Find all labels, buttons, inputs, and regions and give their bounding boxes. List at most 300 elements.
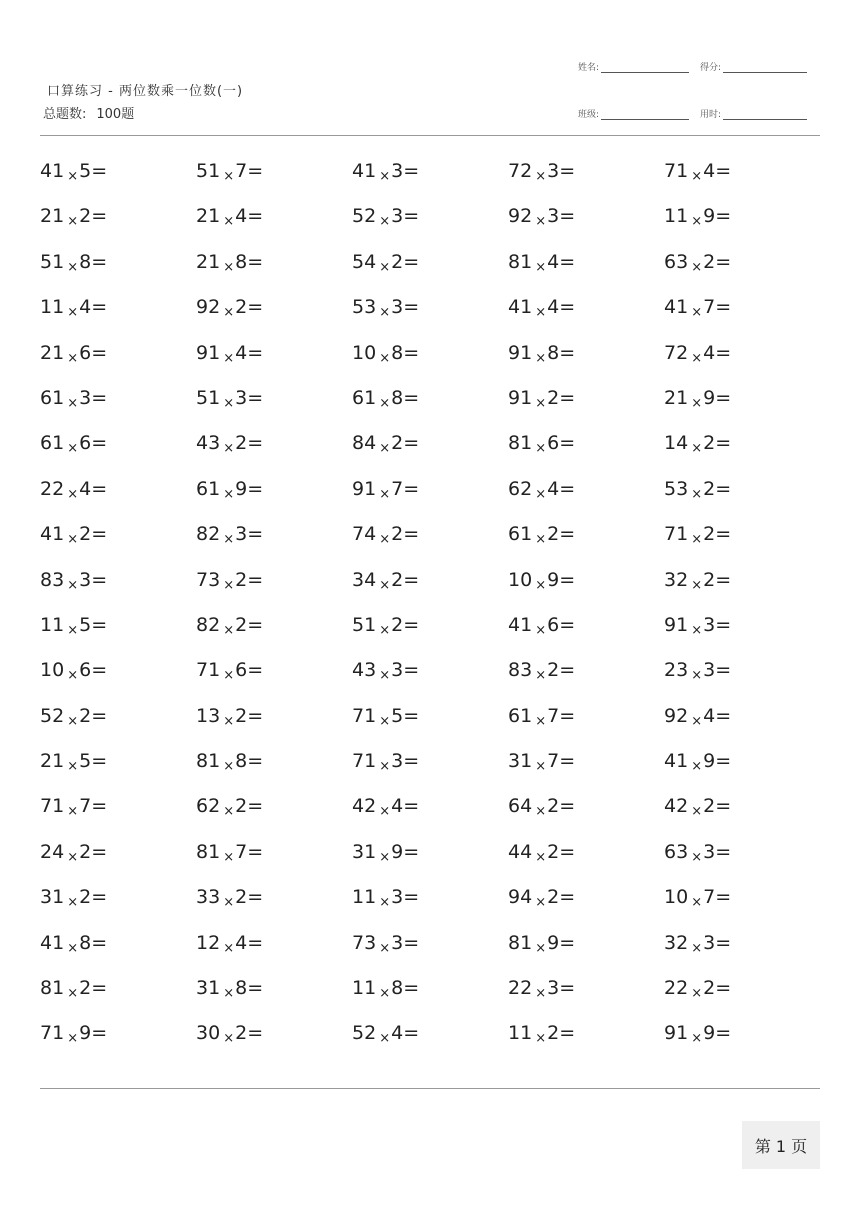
problem-item (508, 750, 576, 775)
multiplier: 3 (703, 931, 716, 954)
multiplier: 2 (703, 250, 716, 273)
times-sign: × (535, 486, 547, 502)
problem-item (40, 1022, 108, 1047)
times-sign: × (379, 214, 391, 230)
times-sign: × (535, 259, 547, 275)
times-sign: × (67, 804, 79, 820)
class-field (578, 107, 689, 120)
equals-sign: = (559, 341, 576, 364)
equals-sign: = (715, 477, 732, 500)
multiplicand: 61 (196, 477, 221, 500)
problem-item (352, 205, 420, 230)
times-sign: × (379, 486, 391, 502)
problem-item (664, 614, 731, 636)
multiplier: 3 (703, 659, 716, 682)
multiplier: 3 (391, 750, 404, 773)
problem-item (664, 977, 732, 1002)
times-sign: × (379, 622, 391, 638)
times-sign: × (67, 1031, 79, 1047)
multiplier: 4 (79, 477, 92, 500)
problem-item (40, 251, 107, 273)
times-sign: × (691, 577, 703, 593)
times-sign: × (67, 169, 79, 184)
times-sign: × (67, 259, 79, 275)
times-sign: × (379, 1031, 391, 1047)
problem-item (40, 932, 107, 954)
multiplicand: 42 (352, 795, 377, 818)
multiplicand: 61 (40, 386, 65, 409)
problem-item (664, 523, 732, 548)
multiplier: 8 (235, 977, 248, 1000)
times-sign: × (223, 577, 235, 593)
multiplicand: 52 (352, 205, 377, 228)
multiplier: 4 (79, 296, 92, 319)
times-sign: × (691, 849, 703, 865)
times-sign: × (379, 895, 391, 911)
equals-sign: = (559, 704, 576, 727)
multiplier: 4 (547, 477, 560, 500)
problem-item (196, 569, 263, 591)
times-sign: × (223, 804, 235, 820)
times-sign: × (67, 940, 79, 956)
times-sign: × (691, 940, 703, 956)
equals-sign: = (247, 613, 264, 636)
equals-sign: = (715, 840, 732, 863)
problem-item (508, 296, 576, 321)
times-sign: × (223, 350, 235, 366)
equals-sign: = (715, 341, 732, 364)
problem-item (196, 1022, 264, 1047)
multiplier: 3 (547, 160, 560, 182)
equals-sign: = (247, 840, 264, 863)
equals-sign: = (247, 386, 264, 409)
times-sign: × (535, 305, 547, 321)
equals-sign: = (403, 659, 420, 682)
multiplicand: 81 (508, 432, 533, 455)
multiplicand: 82 (196, 613, 221, 636)
equals-sign: = (559, 795, 576, 818)
times-sign: × (67, 849, 79, 865)
multiplicand: 43 (352, 659, 377, 682)
problem-item (508, 795, 576, 820)
multiplier: 3 (235, 386, 248, 409)
times-sign: × (691, 759, 703, 775)
equals-sign: = (403, 613, 420, 636)
multiplier: 7 (79, 795, 92, 818)
equals-sign: = (403, 386, 420, 409)
equals-sign: = (91, 659, 108, 682)
multiplicand: 51 (352, 613, 377, 636)
multiplier: 2 (235, 296, 248, 319)
equals-sign: = (715, 886, 732, 909)
multiplier: 7 (235, 840, 248, 863)
multiplicand: 14 (664, 432, 689, 455)
problem-row (40, 750, 820, 795)
equals-sign: = (559, 659, 576, 682)
problem-item (508, 205, 576, 230)
problem-item (664, 886, 732, 911)
multiplicand: 84 (352, 432, 377, 455)
equals-sign: = (403, 205, 420, 228)
equals-sign: = (91, 613, 108, 636)
problem-item (196, 614, 263, 636)
multiplicand: 83 (508, 659, 533, 682)
times-sign: × (691, 350, 703, 366)
multiplier: 2 (235, 1022, 248, 1045)
multiplicand: 81 (508, 250, 533, 273)
times-sign: × (223, 986, 235, 1002)
multiplier: 8 (391, 977, 404, 1000)
multiplier: 2 (79, 886, 92, 909)
times-sign: × (223, 305, 235, 321)
multiplicand: 54 (352, 250, 377, 273)
multiplier: 7 (391, 477, 404, 500)
problem-item (196, 387, 263, 409)
multiplier: 4 (391, 1022, 404, 1045)
times-sign: × (691, 532, 703, 548)
multiplier: 4 (391, 795, 404, 818)
multiplicand: 61 (508, 523, 533, 546)
equals-sign: = (91, 568, 108, 591)
multiplier: 4 (547, 250, 560, 273)
problem-item (352, 750, 420, 775)
multiplicand: 11 (40, 613, 65, 636)
multiplicand: 22 (40, 477, 65, 500)
equals-sign: = (715, 795, 732, 818)
equals-sign: = (403, 296, 420, 319)
equals-sign: = (247, 341, 264, 364)
problem-row (40, 387, 820, 432)
multiplier: 3 (79, 568, 92, 591)
problem-grid (40, 160, 820, 1068)
times-sign: × (691, 622, 703, 638)
problem-item (196, 886, 264, 911)
multiplicand: 52 (40, 704, 65, 727)
equals-sign: = (91, 886, 108, 909)
times-sign: × (67, 486, 79, 502)
problem-item (664, 296, 732, 321)
problem-item (508, 387, 575, 409)
equals-sign: = (715, 523, 732, 546)
multiplicand: 31 (40, 886, 65, 909)
multiplicand: 11 (40, 296, 65, 319)
problem-item (352, 886, 420, 911)
multiplicand: 10 (664, 886, 689, 909)
multiplicand: 41 (40, 931, 65, 954)
multiplicand: 72 (664, 341, 689, 364)
problem-item (196, 296, 264, 321)
multiplier: 2 (79, 704, 92, 727)
equals-sign: = (715, 160, 732, 182)
problem-item (664, 160, 731, 182)
problem-row (40, 614, 820, 659)
multiplicand: 21 (40, 205, 65, 228)
equals-sign: = (403, 432, 420, 455)
score-field (700, 60, 807, 73)
multiplicand: 33 (196, 886, 221, 909)
times-sign: × (691, 305, 703, 321)
multiplier: 2 (235, 886, 248, 909)
multiplicand: 81 (40, 977, 65, 1000)
times-sign: × (379, 804, 391, 820)
multiplier: 3 (391, 160, 404, 182)
multiplier: 4 (235, 341, 248, 364)
multiplicand: 10 (352, 341, 377, 364)
equals-sign: = (247, 795, 264, 818)
times-sign: × (379, 395, 391, 411)
times-sign: × (535, 986, 547, 1002)
multiplier: 8 (391, 386, 404, 409)
equals-sign: = (247, 523, 264, 546)
multiplier: 2 (391, 568, 404, 591)
times-sign: × (223, 668, 235, 684)
multiplier: 2 (547, 386, 560, 409)
multiplicand: 83 (40, 568, 65, 591)
multiplier: 5 (391, 704, 404, 727)
times-sign: × (379, 259, 391, 275)
problem-item (664, 750, 732, 775)
times-sign: × (379, 169, 391, 184)
equals-sign: = (91, 432, 108, 455)
problem-item (40, 569, 107, 591)
problem-item (196, 659, 264, 684)
class-blank (601, 109, 689, 120)
equals-sign: = (247, 659, 264, 682)
problem-item (40, 478, 107, 500)
multiplicand: 24 (40, 840, 65, 863)
problem-item (352, 705, 419, 727)
class-label: 班级: (578, 110, 600, 120)
times-sign: × (691, 804, 703, 820)
equals-sign: = (403, 250, 420, 273)
equals-sign: = (247, 977, 264, 1000)
multiplicand: 22 (664, 977, 689, 1000)
time-blank (723, 109, 807, 120)
times-sign: × (223, 441, 235, 457)
problem-item (508, 342, 575, 364)
equals-sign: = (91, 341, 108, 364)
score-blank (723, 62, 807, 73)
multiplier: 2 (235, 432, 248, 455)
problem-item (40, 841, 107, 863)
multiplicand: 41 (664, 750, 689, 773)
multiplicand: 61 (40, 432, 65, 455)
times-sign: × (223, 486, 235, 502)
multiplier: 6 (547, 432, 560, 455)
times-sign: × (223, 169, 235, 184)
times-sign: × (691, 259, 703, 275)
multiplier: 7 (703, 296, 716, 319)
times-sign: × (379, 940, 391, 956)
problem-row (40, 705, 820, 750)
multiplicand: 34 (352, 568, 377, 591)
multiplier: 2 (235, 613, 248, 636)
problem-item (196, 205, 264, 230)
equals-sign: = (91, 205, 108, 228)
equals-sign: = (247, 477, 264, 500)
problem-item (196, 795, 264, 820)
problem-item (196, 841, 263, 863)
multiplier: 3 (703, 840, 716, 863)
times-sign: × (223, 1031, 235, 1047)
multiplicand: 10 (508, 568, 533, 591)
multiplier: 4 (703, 704, 716, 727)
equals-sign: = (715, 659, 732, 682)
multiplier: 2 (235, 795, 248, 818)
time-field (700, 107, 807, 120)
multiplier: 2 (547, 1022, 560, 1045)
equals-sign: = (247, 296, 264, 319)
multiplier: 8 (79, 250, 92, 273)
multiplicand: 61 (352, 386, 377, 409)
name-blank (601, 62, 689, 73)
multiplier: 3 (547, 977, 560, 1000)
equals-sign: = (91, 1022, 108, 1045)
times-sign: × (535, 214, 547, 230)
multiplier: 3 (547, 205, 560, 228)
problem-item (664, 478, 731, 500)
problem-item (352, 432, 420, 457)
multiplier: 2 (391, 613, 404, 636)
problem-item (352, 841, 419, 863)
multiplier: 9 (391, 840, 404, 863)
multiplicand: 71 (352, 704, 377, 727)
multiplicand: 42 (664, 795, 689, 818)
multiplicand: 41 (508, 296, 533, 319)
times-sign: × (691, 1031, 703, 1047)
multiplier: 3 (391, 659, 404, 682)
problem-item (508, 886, 576, 911)
multiplier: 3 (391, 296, 404, 319)
times-sign: × (691, 986, 703, 1002)
total-label: 总题数: (43, 107, 87, 122)
times-sign: × (691, 486, 703, 502)
problem-item (196, 432, 264, 457)
multiplicand: 32 (664, 568, 689, 591)
multiplier: 7 (235, 160, 248, 182)
equals-sign: = (559, 886, 576, 909)
multiplicand: 73 (352, 931, 377, 954)
problem-item (352, 523, 420, 548)
problem-item (508, 614, 575, 636)
total-value: 100题 (96, 107, 135, 122)
equals-sign: = (559, 931, 576, 954)
multiplier: 6 (79, 659, 92, 682)
total-count (43, 103, 134, 122)
problem-item (352, 251, 419, 273)
multiplicand: 44 (508, 840, 533, 863)
problem-item (40, 523, 108, 548)
times-sign: × (535, 577, 547, 593)
times-sign: × (223, 849, 235, 865)
times-sign: × (535, 804, 547, 820)
times-sign: × (67, 305, 79, 321)
equals-sign: = (715, 704, 732, 727)
problem-item (508, 659, 576, 684)
multiplier: 8 (235, 250, 248, 273)
problem-item (508, 1022, 576, 1047)
multiplicand: 21 (196, 205, 221, 228)
multiplicand: 92 (664, 704, 689, 727)
problem-item (352, 977, 420, 1002)
times-sign: × (223, 759, 235, 775)
problem-row (40, 1022, 820, 1067)
times-sign: × (535, 940, 547, 956)
multiplicand: 10 (40, 659, 65, 682)
problem-item (40, 205, 108, 230)
problem-item (664, 932, 731, 954)
equals-sign: = (559, 432, 576, 455)
times-sign: × (379, 713, 391, 729)
multiplicand: 81 (196, 840, 221, 863)
problem-item (352, 296, 420, 321)
multiplier: 2 (79, 840, 92, 863)
equals-sign: = (559, 750, 576, 773)
problem-row (40, 342, 820, 387)
multiplicand: 31 (196, 977, 221, 1000)
multiplier: 9 (547, 568, 560, 591)
problem-item (508, 705, 575, 727)
equals-sign: = (403, 795, 420, 818)
equals-sign: = (91, 750, 108, 773)
multiplicand: 91 (664, 613, 689, 636)
times-sign: × (67, 713, 79, 729)
problem-row (40, 296, 820, 341)
problem-item (196, 977, 264, 1002)
problem-item (40, 160, 107, 182)
multiplicand: 41 (352, 160, 377, 182)
problem-item (196, 342, 263, 364)
equals-sign: = (403, 1022, 420, 1045)
multiplier: 9 (703, 1022, 716, 1045)
times-sign: × (67, 895, 79, 911)
times-sign: × (379, 759, 391, 775)
multiplicand: 51 (196, 386, 221, 409)
equals-sign: = (559, 296, 576, 319)
equals-sign: = (715, 386, 732, 409)
equals-sign: = (403, 523, 420, 546)
problem-item (664, 251, 731, 273)
equals-sign: = (559, 523, 576, 546)
problem-item (664, 205, 732, 230)
multiplicand: 94 (508, 886, 533, 909)
problem-item (352, 1022, 420, 1047)
equals-sign: = (715, 432, 732, 455)
times-sign: × (379, 305, 391, 321)
multiplier: 3 (391, 205, 404, 228)
equals-sign: = (247, 931, 264, 954)
equals-sign: = (247, 205, 264, 228)
problem-row (40, 659, 820, 704)
equals-sign: = (91, 977, 108, 1000)
multiplicand: 41 (508, 613, 533, 636)
multiplier: 9 (235, 477, 248, 500)
multiplicand: 41 (40, 160, 65, 182)
times-sign: × (535, 849, 547, 865)
problem-item (352, 795, 420, 820)
problem-item (196, 705, 263, 727)
multiplier: 2 (391, 523, 404, 546)
multiplier: 4 (235, 931, 248, 954)
worksheet-header (0, 0, 860, 140)
multiplier: 2 (703, 523, 716, 546)
multiplier: 5 (79, 750, 92, 773)
problem-item (352, 659, 420, 684)
multiplicand: 11 (352, 977, 377, 1000)
multiplier: 4 (703, 160, 716, 182)
equals-sign: = (91, 250, 108, 273)
times-sign: × (535, 1031, 547, 1047)
